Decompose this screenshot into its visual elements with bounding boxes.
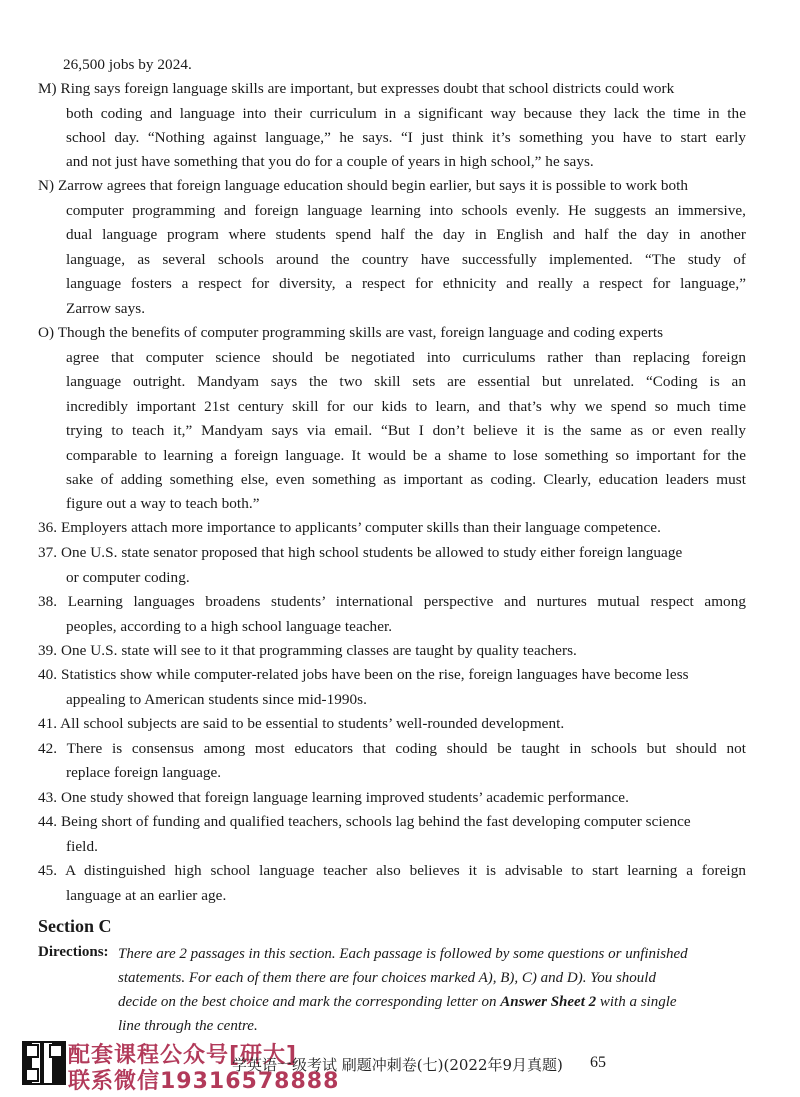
directions-line (118, 992, 677, 1012)
statement-45-cont: language at an earlier age. (66, 887, 227, 904)
paragraph-m-line: and not just have something that you do for a couple of years in high school,” he says. (66, 153, 594, 170)
paragraph-o-line: O) Though the benefits of computer programming skills are vast, foreign language and coding experts (38, 324, 664, 341)
paragraph-m-line: M) Ring says foreign language skills are important, but expresses doubt that school districts could work (38, 80, 675, 97)
passage-line: 26,500 jobs by 2024. (63, 56, 192, 73)
qr-code-icon (22, 1041, 66, 1085)
statement-38: 38. Learning languages broadens students’ international perspective and nurtures mutual respect among (38, 593, 746, 610)
paragraph-n-line: dual language program where students spend half the day in English and half the day in another (66, 226, 746, 243)
directions-text: with a single (596, 994, 677, 1010)
page-number: 65 (590, 1054, 606, 1071)
paragraph-o-line: agree that computer science should be negotiated into curriculums rather than replacing foreign (66, 349, 746, 366)
answer-sheet-ref: Answer Sheet 2 (500, 994, 597, 1010)
paragraph-n-line: computer programming and foreign language learning into schools evenly. He suggests an immersive, (66, 202, 746, 219)
directions-label: Directions: (38, 944, 109, 960)
statement-45: 45. A distinguished high school language teacher also believes it is advisable to start learning a foreign (38, 862, 746, 879)
paragraph-o-line: trying to teach it,” Mandyam says via email. “But I don’t believe it is the same as or even really (66, 422, 746, 439)
statement-43: 43. One study showed that foreign language learning improved students’ academic performance. (38, 789, 629, 806)
paragraph-o-line: comparable to learning a foreign language. It would be a shame to lose something so important for the (66, 447, 746, 464)
paragraph-o-line: incredibly important 21st century skill for our kids to learn, and that’s why we spend so much time (66, 398, 746, 415)
directions-line: line through the centre. (118, 1018, 258, 1034)
paragraph-o-line: language outright. Mandyam says the two skill sets are essential but unrelated. “Coding is an (66, 373, 746, 390)
statement-39: 39. One U.S. state will see to it that programming classes are taught by quality teachers. (38, 642, 577, 659)
paragraph-n-line: language fosters a respect for diversity, a respect for ethnicity and really a respect for language,” (66, 275, 746, 292)
watermark-top: 配套课程公众号[研大] (68, 1043, 298, 1068)
statement-37: 37. One U.S. state senator proposed that high school students be allowed to study either foreign language (38, 544, 683, 561)
watermark-bottom: 联系微信19316578888 (68, 1069, 340, 1094)
statement-44: 44. Being short of funding and qualified teachers, schools lag behind the fast developing computer science (38, 813, 691, 830)
paragraph-m-line: both coding and language into their curriculum in a significant way because they lack the time in the (66, 105, 746, 122)
directions-text: decide on the best choice and mark the corresponding letter on (118, 994, 501, 1010)
directions-line: statements. For each of them there are four choices marked A), B), C) and D). You should (118, 970, 656, 986)
statement-40: 40. Statistics show while computer-related jobs have been on the rise, foreign languages have become less (38, 666, 689, 683)
section-heading: Section C (38, 916, 112, 936)
paragraph-n-line: language, as several schools around the country have successfully implemented. “The study of (66, 251, 746, 268)
directions-line: There are 2 passages in this section. Each passage is followed by some questions or unfinished (118, 946, 688, 962)
statement-36: 36. Employers attach more importance to applicants’ computer skills than their language competence. (38, 519, 661, 536)
paragraph-n-line: Zarrow says. (66, 300, 146, 317)
paragraph-o-line: sake of adding something else, even something as important as coding. Clearly, education leaders must (66, 471, 746, 488)
running-title: 学英语一级考试 刷题冲刺卷(七)(2022年9月真题) (232, 1056, 563, 1074)
paragraph-m-line: school day. “Nothing against language,” he says. “I just think it’s something you have to start early (66, 129, 746, 146)
statement-44-cont: field. (66, 838, 98, 855)
statement-42-cont: replace foreign language. (66, 764, 222, 781)
paragraph-o-line: figure out a way to teach both.” (66, 495, 260, 512)
statement-37-cont: or computer coding. (66, 569, 190, 586)
paragraph-n-line: N) Zarrow agrees that foreign language education should begin earlier, but says it is possible to work both (38, 177, 689, 194)
statement-41: 41. All school subjects are said to be essential to students’ well-rounded development. (38, 715, 565, 732)
statement-40-cont: appealing to American students since mid-1990s. (66, 691, 367, 708)
statement-38-cont: peoples, according to a high school language teacher. (66, 618, 393, 635)
statement-42: 42. There is consensus among most educators that coding should be taught in schools but should not (38, 740, 746, 757)
